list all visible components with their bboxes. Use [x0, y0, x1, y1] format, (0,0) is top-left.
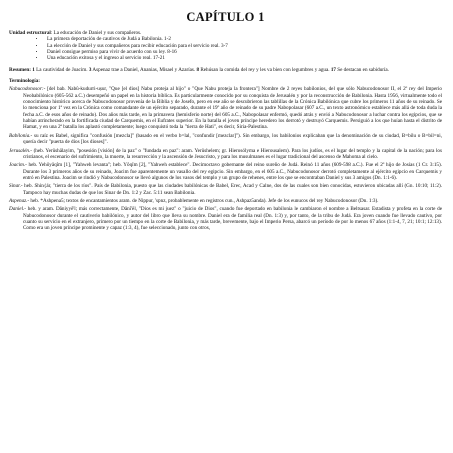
- glossary-term: Sinar.-: [9, 183, 23, 190]
- list-item: • La elección de Daniel y sus compañeros para recibir educación para el servicio real. 3-7: [45, 43, 442, 49]
- glossary-definition: (heb. Yerûshâlayim, "posesión [visión] de la paz" o "fundada en paz": aram. Yerûshelem; gr. Hierosólyma e Hierousalem). Para los judíos, es el lugar del templo y la capital de la nación; para los cristianos, el escenario del sufrimiento, la muerte, la resurrección y la ascensión de Jesucristo, y para los musulmanes es el lugar tradicional del ascenso de Mahoma al cielo.: [23, 147, 442, 160]
- glossary-term: Aspenaz.-: [9, 197, 30, 204]
- summary: [9, 67, 442, 73]
- summary-verse-number: 3: [88, 66, 92, 73]
- summary-text: Rehúsan la comida del rey y les va bien con legumbres y agua.: [199, 66, 331, 73]
- unit-label: Unidad estructural: [9, 30, 51, 36]
- glossary-definition: heb. y aram. Dâniyyê'l; más correctamente, Dânî'êl, "Dios es mi juez" o "juicio de Dios", cuando fue deportado en babilonia le cambiaron el nombre a Beltsasar. Estadista y profeta en la corte de Nabucodonosor durante el cautiverio babilónico, y autor del libro que lleva su nombre. Daniel era de familia real (Dn. 1:3) y, por tanto, de la tribu de Judá. Era joven cuando fue llevado cautivo, por cuanto su servicio en el extranjero, primero por un tiempo en la corte de Babilonia, y más tarde, brevemente, bajo el Imperio Persa, abarcó un período de por lo menos 67 años (1:1-4, 7, 21; 10:1; 12:13). Como era un joven príncipe prominente y capaz (1:3, 4), fue seleccionado, junto con otros,: [23, 206, 442, 232]
- summary-verse-number: 17: [330, 66, 336, 73]
- glossary-entry-sinar: [9, 183, 442, 196]
- glossary-definition: heb. *Ashpena5; textos de encantamientos aram. de Nippur, 'spnz, probablemente en registros cun., Ashpaz5anda). Jefe de los eunucos del rey Nabucodonosor (Dn. 1:3).: [29, 197, 379, 204]
- list-item: • La primera deportación de cautivos de Judá a Babilonia. 1-2: [45, 36, 442, 42]
- glossary-entry-aspenaz: [9, 198, 442, 204]
- glossary-entry-jerusalen: [9, 148, 442, 161]
- glossary-entry-babilonia: [9, 133, 442, 146]
- list-item: • Daniel consigue permiso para vivir de acuerdo con su ley. 8-16: [45, 49, 442, 55]
- glossary-definition: heb. Yehôyâqîm [1], "Yahweh levanta"; heb. Yôqîm [2], "Yahweh establece". Decimoctavo gobernante del reino sureño de Judá. Reinó 11 años (609-598 a.C.). Fue el 2º hijo de Josías (1 Cr. 3:15). Durante los 3 primeros años de su reinado, Joacim fue aparentemente un vasallo del rey egipcio. Sin embargo, en el 605 a.C., Nabucodonosor derrotó completamente al ejército egipcio en Carquemis y entró en Palestina. Joacim se rindió y Nabucodonosor se llevó algunos de los vasos del templo y un grupo de rehenes, entre los que se encontraban Daniel y sus 3 amigos (Dn. 1:1-6).: [23, 162, 442, 181]
- glossary-definition: su raíz es Babel, significa "confusión [mezcla]" (basado en el verbo b=lal, "confundir [mezclar]"). Sin embargo, los babilonios explicaban que la denominación de su ciudad, B=bilu o B=bil=ni, quería decir "puerta de dios [los dioses]".: [23, 132, 442, 146]
- list-item: • Una educación exitosa y el ingreso al servicio real. 17-21: [45, 55, 442, 61]
- summary-verse-number: 8: [196, 66, 200, 73]
- glossary-definition: heb. Shin{ár, "tierra de los ríos". País de Babilonia, puesto que las ciudades babilónicas de Babel, Erec, Acad y Calne, dos de las cuales son bien conocidas, estuvieron ubicadas allí (Gn. 10:10; 11:2). Tampoco hay muchas dudas de que los Sinar de Dn. 1:2 y Zac. 5:11 sean Babilonia.: [22, 183, 442, 196]
- unit-text: : La educación de Daniel y sus compañeros.: [50, 30, 142, 36]
- summary-text: Se destacan en sabiduría.: [335, 66, 389, 73]
- document-page: [9, 6, 442, 234]
- glossary-term: Daniel.-: [9, 206, 26, 213]
- summary-text: Aspenaz trae a Daniel, Ananias, Misael y Azarías.: [91, 66, 197, 73]
- glossary-term: Babilonia.-: [9, 132, 33, 139]
- glossary-entry-nabucodonosor: [9, 86, 442, 130]
- glossary-definition: - [del bab. Nabû-kudurri-uṣur, "Que [el dios] Nabu proteja al hijo" o "Que Nabu proteja la frontera"] Nombre de 2 reyes babilonios, del que sólo Nabucodonosor II, el 2º rey del Imperio Neobabilónico (605-562 a.C.) desempeñó un papel en la historia bíblica. Es particularmente conocido por su conquista de Jerusalén y por la reconstrucción de Babilonia. Hasta 1956, virtualmente todo el conocimiento histórico acerca de Nabucodonosor provenía de la Biblia y de Josefo, pero en ese año se descubrieron las tablillas de la Crónica Babilónica que cubre los primeros 11 años de su reinado. Se lo menciona por 1ª vez en la Crónica como comandante de un ejército separado, durante el 19º año de reinado de su padre Nabopolasar (607 a.C., un texto astronómico establece más allá de toda duda la fecha a.C. de esos años de reinado). Dos años más tarde, en la primavera (hemisferio norte) del 605 a.C., Nabopolasar enfermó, quedó atrás y envió a Nabucodonosor a luchar contra los egipcios, que se habían atrincherado en la fortificada ciudad de Carquemis, en el Eufrates superior. En la batalla el joven príncipe heredero los derrotó y destruyó Carquemis. Persiguió a los que huían hasta el distrito de Hamat, y en una 2ª batalla los aplastó completamente; luego conquistó toda la "tierra de Hati", es decir, Siria-Palestina.: [23, 86, 442, 131]
- glossary-term: Joacim.-: [9, 162, 27, 169]
- summary-verse-number: 1: [32, 66, 35, 73]
- terminology-heading: Terminología:: [9, 78, 40, 85]
- glossary-entry-joacim: [9, 162, 442, 181]
- summary-text: La cautividad de Joacim.: [34, 66, 89, 73]
- points-list: [9, 36, 442, 61]
- glossary-term: Jerusalén.-: [9, 147, 32, 154]
- glossary-term: Nabucodonosor:: [9, 86, 44, 93]
- chapter-title: CAPÍTULO 1: [186, 10, 265, 24]
- summary-label: Resumen:: [9, 66, 31, 73]
- glossary-entry-daniel: [9, 206, 442, 231]
